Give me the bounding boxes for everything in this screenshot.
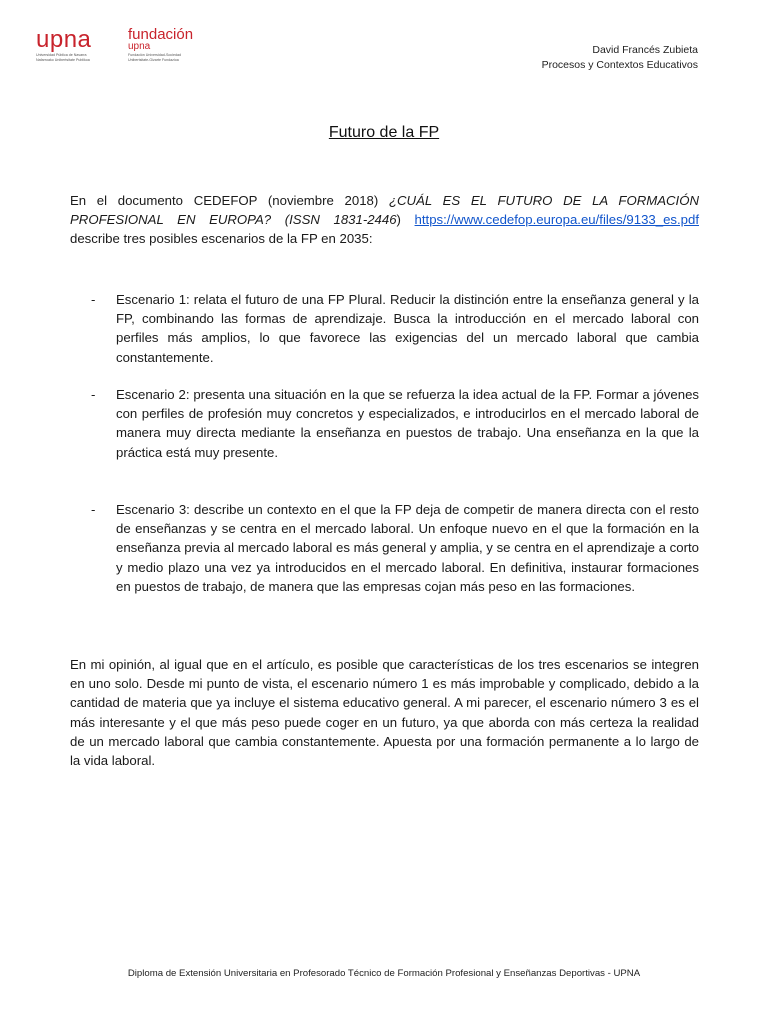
bullet-dash: - bbox=[91, 292, 96, 307]
fundacion-logo-sub1: Fundación Universidad-Sociedad bbox=[128, 53, 181, 57]
upna-logo-sub2: Nafarroako Unibertsitate Publikoa bbox=[36, 58, 90, 63]
scenario-item-3 bbox=[70, 500, 699, 596]
header-logos bbox=[36, 28, 216, 72]
upna-logo-sub1: Universidad Pública de Navarra bbox=[36, 53, 87, 57]
bullet-dash: - bbox=[91, 387, 96, 402]
page-title: Futuro de la FP bbox=[328, 124, 440, 141]
opinion-paragraph: En mi opinión, al igual que en el artículo, es posible que características de los tres escenarios se integren en uno solo. Desde mi punto de vista, el escenario número 1 es más improbable y complicado, debido a la cantidad de materia que ya incluye el sistema educativo general. A mi parecer, el escenario número 3 es el más interesante y el que más peso puede coger en un futuro, ya que aborda con más certeza la realidad de un mercado laboral que cambia constantemente. Apuesta por una formación permanente a lo largo de la vida laboral. bbox=[70, 657, 699, 769]
scenario-text: Escenario 2: presenta una situación en la que se refuerza la idea actual de la FP. Formar a jóvenes con perfiles de profesión muy concretos y especializados, e introducirlos en el mercado laboral de manera muy directa mediante la enseñanza en puestos de trabajo. Una enseñanza en la que la práctica está muy presente. bbox=[116, 387, 699, 460]
page-footer: Diploma de Extensión Universitaria en Profesorado Técnico de Formación Profesional y Enseñanzas Deportivas - UPNA bbox=[127, 968, 641, 979]
subject-name: Procesos y Contextos Educativos bbox=[541, 59, 698, 71]
intro-close-paren: ) bbox=[396, 212, 415, 228]
fundacion-upna-logo bbox=[128, 28, 193, 63]
header-author-block bbox=[542, 43, 698, 73]
intro-paragraph bbox=[70, 191, 699, 249]
scenario-item-2 bbox=[70, 385, 699, 462]
fundacion-logo-word2: upna bbox=[128, 41, 151, 52]
fundacion-logo-word: fundación bbox=[128, 26, 194, 43]
upna-logo-word: upna bbox=[36, 26, 92, 53]
author-name: David Francés Zubieta bbox=[592, 44, 698, 56]
scenario-item-1 bbox=[70, 290, 699, 367]
scenario-text: Escenario 3: describe un contexto en el que la FP deja de competir de manera directa con el resto de enseñanzas y se centra en el mercado laboral. Un enfoque nuevo en el que la formación en la enseñanza previa al mercado laboral es más general y amplia, y se centra en el aprendizaje a corto y medio plazo una vez ya introducidos en el mercado laboral. En definitiva, instaurar formaciones en puestos de trabajo, de manera que las empresas cojan más peso en las formaciones. bbox=[116, 502, 699, 594]
intro-italic-title: ¿CUÁL ES EL FUTURO DE LA FORMACIÓN PROFESIONAL EN EUROPA? (ISSN 1831-2446 bbox=[70, 193, 699, 228]
scenario-text: Escenario 1: relata el futuro de una FP Plural. Reducir la distinción entre la enseñanza general y la FP, combinando las formas de aprendizaje. Busca la introducción en el mercado laboral con perfiles más amplios, lo que favorece las exigencias del un mercado laboral que cambia constantemente. bbox=[116, 292, 699, 365]
upna-logo bbox=[36, 28, 91, 63]
fundacion-logo-sub2: Unibertsitate-Gizarte Fundazioa bbox=[128, 58, 179, 63]
bullet-dash: - bbox=[91, 502, 96, 517]
cedefop-link[interactable]: https://www.cedefop.europa.eu/files/9133_es.pdf bbox=[414, 212, 699, 228]
intro-suffix: describe tres posibles escenarios de la FP en 2035: bbox=[70, 231, 373, 247]
intro-prefix: En el documento CEDEFOP (noviembre 2018) bbox=[70, 193, 389, 208]
